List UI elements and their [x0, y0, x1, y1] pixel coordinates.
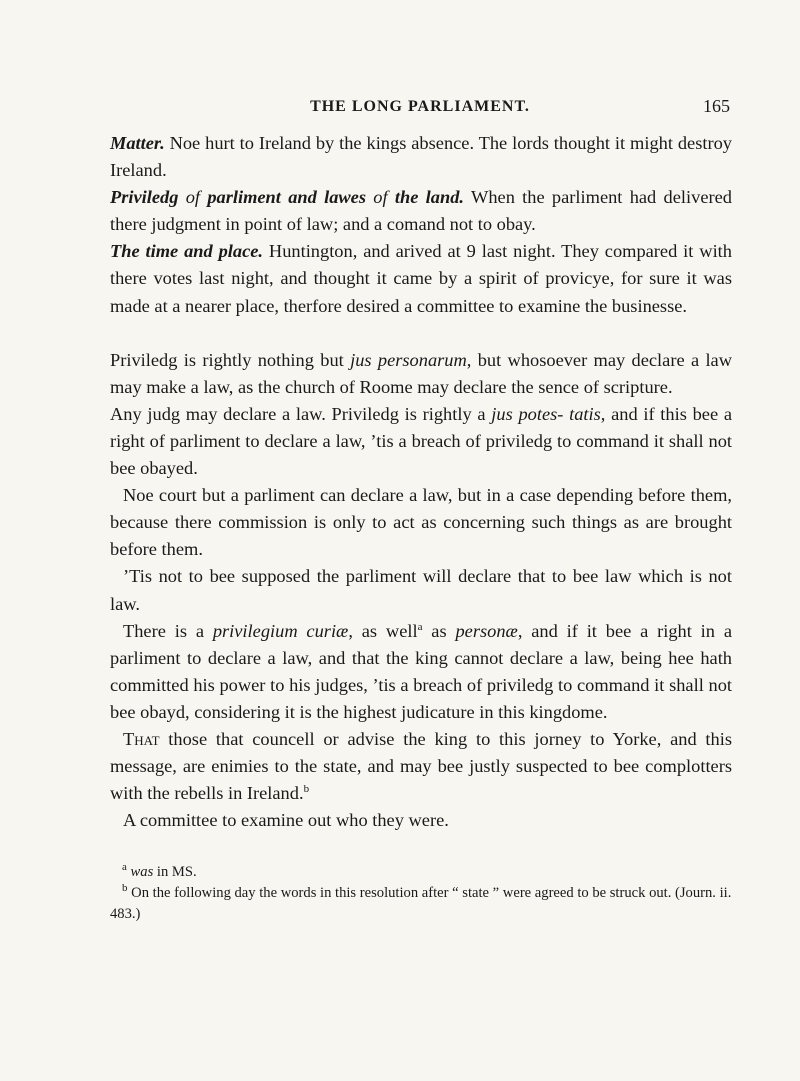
paragraph-priviledg: [110, 184, 732, 238]
text-run: There is a: [123, 620, 213, 641]
text-run: , and if this bee a right of parliment to declare a law, ’tis a breach of priviledg to command it shall not bee obayed.: [110, 403, 732, 479]
text-run: Priviledg is rightly nothing but: [110, 349, 351, 370]
text-run: as: [422, 620, 456, 641]
paragraph-noe-court: Noe court but a parliment can declare a law, but in a case depending before them, because there commission is only to act as concerning such things as are brought before them.: [110, 485, 732, 560]
paragraph-time-place: [110, 238, 732, 319]
text-run: , but whosoever may declare a law may make a law, as the church of Roome may declare the sence of scripture.: [110, 349, 732, 397]
text-run: those that councell or advise the king to this jorney to Yorke, and this message, are enimies to the state, and may bee justly suspected to bee complotters with the rebells in Ireland.: [110, 728, 732, 804]
side-heading-of: of: [178, 187, 208, 208]
side-heading-matter: Matter.: [110, 133, 165, 153]
paragraph-committee: A committee to examine out who they were.: [123, 810, 449, 831]
side-heading-priviledg: Priviledg: [110, 187, 179, 208]
paragraph-resolution: [110, 726, 732, 807]
paragraph-matter: [110, 130, 732, 184]
small-caps-lead: That: [123, 728, 160, 749]
italic-term: personæ: [455, 620, 518, 641]
footnotes: [110, 862, 732, 925]
page-header: [110, 78, 730, 116]
italic-term: privilegium curiæ: [212, 620, 349, 641]
running-title: THE LONG PARLIAMENT.: [310, 98, 530, 115]
side-heading-time-place: The time and place.: [110, 241, 264, 262]
text-run: Any judg may declare a law. Priviledg is rightly a: [110, 403, 492, 424]
paragraph-text: Huntington, and arived at 9 last night. They compared it with there votes last night, and thought it came by a spirit of provicye, for sure it was made at a nearer place, therfore desired a committee to examine the businesse.: [110, 241, 732, 316]
footnote-a: [110, 862, 732, 883]
paragraph-text: Noe hurt to Ireland by the kings absence. The lords thought it might destroy Ireland.: [110, 133, 732, 181]
text-run: , as well: [348, 620, 418, 641]
side-heading-parliment: parliment and lawes: [207, 187, 366, 208]
footnote-ref-a: a: [417, 620, 423, 633]
italic-term: jus personarum: [350, 349, 467, 370]
page-number: 165: [703, 96, 730, 116]
footnote-ref-b: b: [303, 783, 310, 796]
text-run: , and if it bee a right in a parliment to declare a law, and that the king cannot declare a law, being hee hath committed his power to his judges, ’tis a breach of priviledg to command it shall not bee obayd, considering it is the highest judicature in this kingdome.: [110, 620, 732, 722]
paragraph-text: When the parliment had delivered there judgment in point of law; and a comand not to obay.: [110, 187, 732, 235]
paragraph-jus-potestatis: [110, 401, 732, 482]
side-heading-land: the land.: [394, 187, 465, 208]
side-heading-of-2: of: [366, 187, 395, 208]
footnote-mark-b: b: [122, 882, 128, 895]
italic-term: jus potes- tatis: [491, 403, 601, 424]
body-text: [110, 130, 732, 834]
paragraph-privilegium: [110, 618, 732, 726]
paragraph-jus-personarum: [110, 347, 732, 401]
paragraph-not-supposed: ’Tis not to bee supposed the parliment will declare that to bee law which is not law.: [110, 566, 732, 614]
footnote-italic: was: [130, 864, 154, 880]
footnote-b: [110, 883, 732, 925]
footnote-text: On the following day the words in this resolution after “ state ” were agreed to be struck out. (Journ. ii. 483.): [110, 885, 732, 922]
footnote-mark-a: a: [122, 861, 127, 874]
footnote-text: in MS.: [153, 864, 197, 880]
